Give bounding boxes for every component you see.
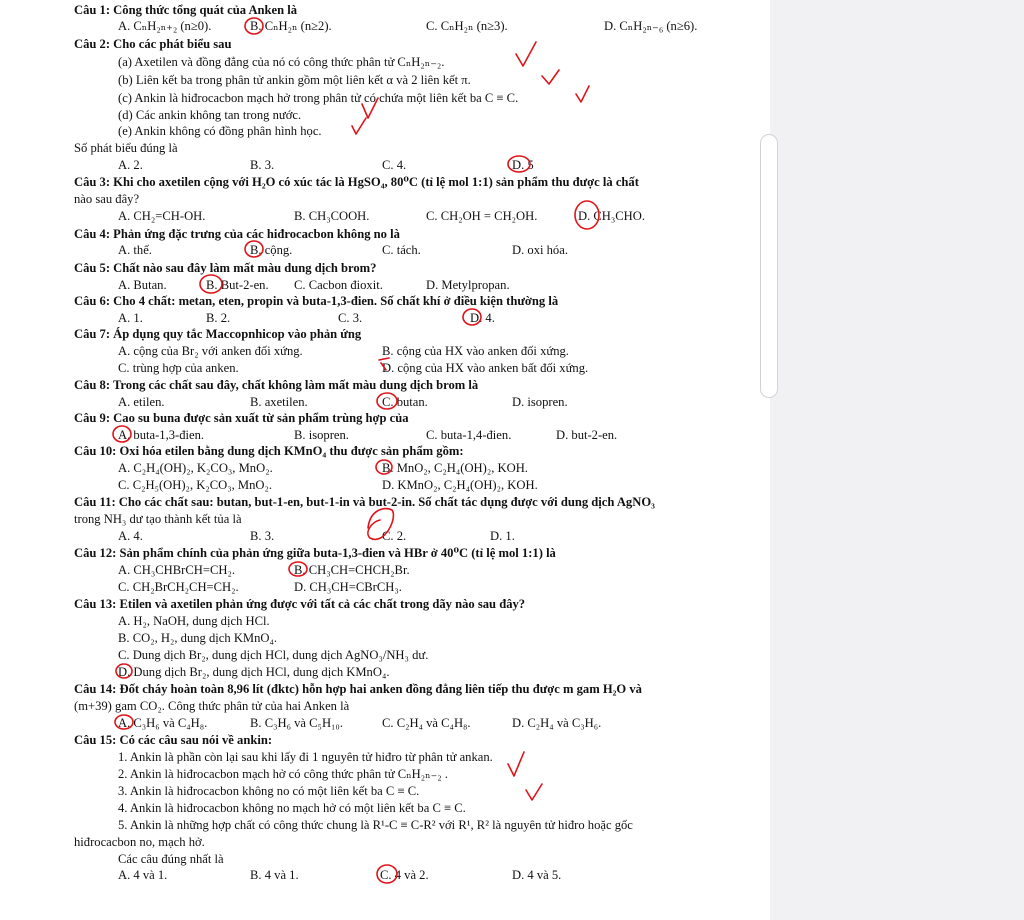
option-d[interactable]: D. 5 (512, 158, 534, 172)
document-page: Câu 1: Công thức tổng quát của Anken là A. CₙH₂ₙ₊₂ (n≥0). B. CₙH₂ₙ (n≥2). C. CₙH₂ₙ (n≥3). D. CₙH₂ₙ₋₆ (n≥6). Câu 2: Cho các phát biểu sau (a) Axetilen và đồng đẳng của nó có công thức phân tử CₙH₂ₙ₋₂. (b) Liên kết ba trong phân tử ankin gồm một liên kết α và 2 liên kết π. (c) Ankin là hiđrocacbon mạch hở trong phân tử có chứa một liên kết ba C ≡ C. (d) Các ankin không tan trong nước. (e) Ankin không có đồng phân hình học. Số phát biểu đúng là A. 2. B. 3. C. 4. D. 5 Câu 3: Khi cho axetilen cộng với H₂O có xúc tác là HgSO₄, 80⁰C (tỉ lệ mol 1:1) sản phẩm thu được là chất nào sau đây? A. CH₂=CH-OH. B. CH₃COOH. C. CH₂OH = CH₂OH. D. CH₃CHO. Câu 4: Phản ứng đặc trưng của các hiđrocacbon không no là A. thế. B. cộng. C. tách. D. oxi hóa. Câu 5: Chất nào sau đây làm mất màu dung dịch brom? A. Butan. B. But-2-en. C. Cacbon đioxit. D. Metylpropan. Câu 6: Cho 4 chất: metan, eten, propin và buta-1,3-đien. Số chất khí ở điều kiện thường là A. 1. B. 2. C. 3. D. 4. Câu 7: Áp dụng quy tắc Maccopnhicop vào phản ứng A. cộng của Br₂ với anken đối xứng. B. cộng của HX vào anken đối xứng. C. trùng hợp của anken. D. cộng của HX vào anken bất đối xứng. Câu 8: Trong các chất sau đây, chất không làm mất màu dung dịch brom là A. etilen. B. axetilen. C. butan. D. isopren. Câu 9: Cao su buna được sản xuất từ sản phẩm trùng hợp của A. buta-1,3-đien. B. isopren. C. buta-1,4-đien. D. but-2-en. Câu 10: Oxi hóa etilen bằng dung dịch KMnO₄ thu được sản phẩm gồm: A. C₂H₄(OH)₂, K₂CO₃, MnO₂. B. MnO₂, C₂H₄(OH)₂, KOH. C. C₂H₅(OH)₂, K₂CO₃, MnO₂. D. KMnO₂, C₂H₄(OH)₂, KOH. Câu 11: Cho các chất sau: butan, but-1-en, but-1-in và but-2-in. Số chất tác dụng được với dung dịch AgNO₃ trong NH₃ dư tạo thành kết tủa là A. 4. B. 3. C. 2. D. 1. Câu 12: Sản phẩm chính của phản ứng giữa buta-1,3-đien và HBr ở 40⁰C (tỉ lệ mol 1:1) là A. CH₃CHBrCH=CH₂. B. CH₃CH=CHCH₂Br. C. CH₂BrCH₂CH=CH₂. D. CH₃CH=CBrCH₃. Câu 13: Etilen và axetilen phản ứng được với tất cả các chất trong dãy nào sau đây? A. H₂, NaOH, dung dịch HCl. B. CO₂, H₂, dung dịch KMnO₄. C. Dung dịch Br₂, dung dịch HCl, dung dịch AgNO₃/NH₃ dư. D. Dung dịch Br₂, dung dịch HCl, dung dịch KMnO₄. Câu 14: Đốt cháy hoàn toàn 8,96 lít (đktc) hỗn hợp hai anken đồng đẳng liên tiếp thu được m gam H₂O và (m+39) gam CO₂. Công thức phân tử của hai Anken là A. C₃H₆ và C₄H₈. B. C₃H₆ và C₅H₁₀. C. C₂H₄ và C₄H₈. D. C₂H₄ và C₃H₆. Câu 15: Có các câu sau nói về ankin: 1. Ankin là phần còn lại sau khi lấy đi 1 nguyên tử hiđro từ phân tử ankan. 2. Ankin là hiđrocacbon mạch hở có công thức phân tử CₙH₂ₙ₋₂ . 3. Ankin là hiđrocacbon không no có một liên kết ba C ≡ C. 4. Ankin là hiđrocacbon không no mạch hở có một liên kết ba C ≡ C. 5. Ankin là những hợp chất có công thức chung là R¹-C ≡ C-R² với R¹, R² là nguyên tử hiđro hoặc gốc hiđrocacbon no, mạch hở. Các câu đúng nhất là A. 4 và 1. B. 4 và 1. C. 4 và 2. D. 4 và 5. (0, 0, 770, 920)
option-b[interactable]: B. 4 và 1. (250, 868, 299, 882)
option-c[interactable]: C. buta-1,4-đien. (426, 428, 512, 442)
option-b[interactable]: B. axetilen. (250, 395, 308, 409)
option-d[interactable]: D. 1. (490, 529, 515, 543)
option-c[interactable]: C. Cacbon đioxit. (294, 278, 383, 292)
option-b[interactable]: B. MnO₂, C₂H₄(OH)₂, KOH. (382, 461, 528, 475)
option-c[interactable]: C. CH₂BrCH₂CH=CH₂. (118, 580, 239, 594)
option-a[interactable]: A. 1. (118, 311, 143, 325)
option-d[interactable]: D. CH₃CH=CBrCH₃. (294, 580, 402, 594)
option-d[interactable]: D. C₂H₄ và C₃H₆. (512, 716, 602, 730)
option-c[interactable]: C. CH₂OH = CH₂OH. (426, 209, 538, 223)
option-a[interactable]: A. CₙH₂ₙ₊₂ (n≥0). (118, 19, 212, 33)
checkmark-q15-2 (508, 752, 524, 776)
option-c[interactable]: C. 2. (382, 529, 407, 543)
option-c[interactable]: C. C₂H₅(OH)₂, K₂CO₃, MnO₂. (118, 478, 273, 492)
option-a[interactable]: A. CH₂=CH-OH. (118, 209, 206, 223)
option-a[interactable]: A. 2. (118, 158, 143, 172)
option-c[interactable]: C. C₂H₄ và C₄H₈. (382, 716, 471, 730)
option-a[interactable]: A. 4. (118, 529, 143, 543)
option-b[interactable]: B. C₃H₆ và C₅H₁₀. (250, 716, 343, 730)
checkmark-q15-4 (526, 784, 542, 800)
option-a[interactable]: A. thế. (118, 243, 152, 257)
option-b[interactable]: B. cộng của HX vào anken đối xứng. (382, 344, 569, 358)
checkmark-q2e (352, 118, 366, 134)
option-c[interactable]: C. 4 và 2. (380, 868, 429, 882)
option-b[interactable]: B. CH₃COOH. (294, 209, 370, 223)
option-d[interactable]: D. 4. (470, 311, 495, 325)
option-b[interactable]: B. 3. (250, 158, 275, 172)
checkmark-q2b (542, 70, 559, 84)
option-d[interactable]: D. CₙH₂ₙ₋₆ (n≥6). (604, 19, 698, 33)
option-a[interactable]: A. CH₃CHBrCH=CH₂. (118, 563, 235, 577)
option-a[interactable]: A. 4 và 1. (118, 868, 168, 882)
page-scroll-handle[interactable] (760, 134, 778, 398)
option-b[interactable]: B. cộng. (250, 243, 293, 257)
option-b[interactable]: B. 2. (206, 311, 231, 325)
option-d[interactable]: D. cộng của HX vào anken bất đối xứng. (382, 361, 589, 375)
option-a[interactable]: A. C₂H₄(OH)₂, K₂CO₃, MnO₂. (118, 461, 273, 475)
option-c[interactable]: C. tách. (382, 243, 421, 257)
option-a[interactable]: A. cộng của Br₂ với anken đối xứng. (118, 344, 303, 358)
option-b[interactable]: B. CH₃CH=CHCH₂Br. (294, 563, 410, 577)
option-b[interactable]: B. 3. (250, 529, 275, 543)
option-c[interactable]: C. butan. (382, 395, 428, 409)
option-d[interactable]: D. oxi hóa. (512, 243, 568, 257)
checkmark-q2c (576, 86, 589, 102)
option-a[interactable]: A. Butan. (118, 278, 167, 292)
option-d[interactable]: D. isopren. (512, 395, 568, 409)
option-b[interactable]: B. CₙH₂ₙ (n≥2). (250, 19, 332, 33)
option-d[interactable]: D. CH₃CHO. (578, 209, 646, 223)
checkmark-q2a (516, 42, 536, 66)
option-c[interactable]: C. 3. (338, 311, 363, 325)
option-a[interactable]: A. C₃H₆ và C₄H₈. (118, 716, 208, 730)
option-d[interactable]: D. Metylpropan. (426, 278, 510, 292)
option-a[interactable]: A. etilen. (118, 395, 165, 409)
option-d[interactable]: D. KMnO₂, C₂H₄(OH)₂, KOH. (382, 478, 538, 492)
option-c[interactable]: C. trùng hợp của anken. (118, 361, 239, 375)
option-c[interactable]: C. 4. (382, 158, 407, 172)
option-b[interactable]: B. But-2-en. (206, 278, 269, 292)
viewer-side-panel (770, 0, 1024, 920)
option-a[interactable]: A. buta-1,3-đien. (118, 428, 205, 442)
option-b[interactable]: B. isopren. (294, 428, 349, 442)
option-d[interactable]: D. 4 và 5. (512, 868, 562, 882)
option-c[interactable]: C. CₙH₂ₙ (n≥3). (426, 19, 508, 33)
option-d[interactable]: D. but-2-en. (556, 428, 618, 442)
